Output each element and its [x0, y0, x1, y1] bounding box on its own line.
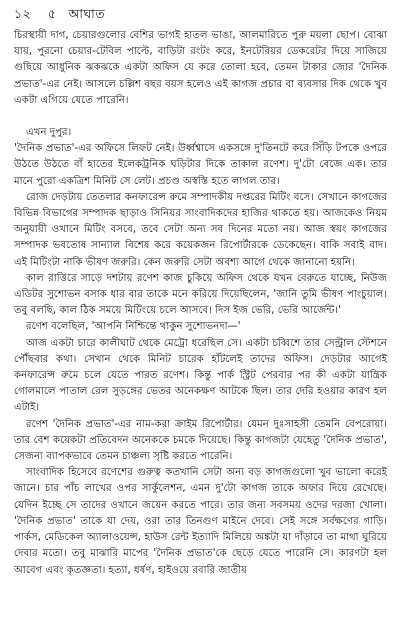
- paragraph: রোজ দেড়টায় তেতলার কনফারেন্স রুমে সম্পাদকীয় দপ্তরের মিটিং বসে। সেখানে কাগজের বিভিন্ন বিভাগের সম্পাদক ছাড়াও সিনিয়র সাংবাদিকদের হাজির থাকতে হয়। আজকেও নিয়ম অনুযায়ী ওখানে মিটিং বসবে, তবে সেটা অন্য সব দিনের মতো নয়। আজ স্বয়ং কাগজের সম্পাদক ভবতোষ সান্যাল বিশেষ করে কয়েকজন রিপোর্টারকে ডেকেছেন। বাকি সবাই বাদ। এই মিটিংটা নাকি ভীষণ জরুরি। কেন জরুরি সেটা অবশ্য আগে থেকে জানানো হয়নি।: [14, 191, 387, 268]
- chapter-title: আঘাত: [68, 6, 106, 21]
- paragraph: রণেশ বলেছিল, 'আপনি নিশ্চিন্তে থাকুন সুশোভনদা—': [26, 321, 241, 333]
- paragraph: এখন দুপুর।: [26, 127, 72, 139]
- paragraph: 'দৈনিক প্রভাত'-এর অফিসে লিফট নেই। উর্ধ্বশ্বাসে একসঙ্গে দু'তিনটে করে সিঁড়ি টপকে ওপরে উঠতে উঠতে বাঁ হাতের ইলেকট্রনিক ঘড়িটার দিকে তাকাল রণেশ। দু'টো বেজে এক। তার মানে পুরো একত্রিশ মিনিট সে লেট। প্রচণ্ড অস্বস্তি হতে লাগল তার।: [14, 143, 387, 187]
- running-header: [14, 6, 105, 26]
- page-number: ১২: [14, 6, 32, 21]
- paragraph: কাল রাত্তিরে সাড়ে দশটায় রণেশ কাজ চুকিয়ে অফিস থেকে যখন বেরুতে যাচ্ছে, নিউজ এডিটর সুশোভন বসাক ধার বার তাকে মনে করিয়ে দিয়েছিলেন, 'জানি তুমি ভীষণ পাংচুয়াল। তবু বলছি, কাল ঠিক সময়ে মিটিংয়ে চলে আসবে। দিস ইজ ভেরি, ভেরি আর্জেন্ট।': [14, 272, 387, 317]
- paragraph: আজ একটা চারে কালীঘাট থেকে মেট্রো ধরেছিল সে। একটা চব্বিশে তার সেন্ট্রাল স্টেশনে পৌঁছবার কথা। সেখান থেকে মিনিট চারেক হাঁটলেই তাদের অফিস। দেড়টার আগেই কনফারেন্স রুমে চলে যেতে পারত রণেশ। কিন্তু পার্ক স্ট্রিট পেরবার পর কী একটা যান্ত্রিক গোলমালে পাতাল রেল সুড়ঙ্গের ভেতর অনেকক্ষণ আটকে ছিল। তার দেরি হওয়ার কারণ হল এটাই।: [14, 337, 387, 414]
- paragraph: সাংবাদিক হিসেবে রণেশের গুরুত্ব কতখানি সেটা অন্য বড় কাগজগুলো খুব ভালো করেই জানে। চার পাঁচ লাখের ওপর সার্কুলেশন, এমন দু'টো কাগজ তাকে অফার দিয়ে রেখেছে। যেদিন ইচ্ছে সে তাদের ওখানে জয়েন করতে পারে। তার জন্য সবসময় ওদের দরজা খোলা। 'দৈনিক প্রভাত' তাকে যা দেয়, ওরা তার তিনগুণ মাইনে দেবে। সেই সঙ্গে সর্বক্ষণের গাড়ি। পার্কস, মেডিকেল অ্যালাওয়েন্স, হাউস রেন্ট ইত্যাদি মিলিয়ে অঙ্কটা যা দাঁড়াবে তা মাথা ঘুরিয়ে দেবার মতো। তবু মাঝারি মাপের 'দৈনিক প্রভাত'কে ছেড়ে যেতে পারেনি সে। কারণটা হল আবেগ এবং কৃতজ্ঞতা। হত্যা, ধর্ষণ, হাইওয়ে রবারি জাতীয়: [14, 467, 387, 576]
- paragraph: চিরস্থায়ী দাগ, চেয়ারগুলোর বেশির ভাগই হাতল ভাঙা, আলমারিতে পুরু ময়লা ছোপ। বোঝা যায়, পুরনো চেয়ার-টেবিল পাল্টে, বাড়িটা রংটং করে, ইনটেরিয়র ডেকরেটর দিয়ে সাজিয়ে গুছিয়ে আধুনিক ঝকঝকে একটা অফিস যে করে তোলা হবে, তেমন টাকার জোর 'দৈনিক প্রভাত'-এর নেই। আসলে চল্লিশ বছর বয়স হলেও এই কাগজ প্রচার বা ব্যবসার দিক থেকে খুব একটা এগিয়ে যেতে পারেনি।: [14, 30, 387, 106]
- page-body: [14, 28, 387, 579]
- chapter-number: ৫: [47, 6, 57, 21]
- paragraph: রণেশ 'দৈনিক প্রভাত'-এর নাম-করা ক্রাইম রিপোর্টার। যেমন দুঃসাহসী তেমনি বেপরোয়া। তার বেশ কয়েকটা প্রতিবেদন অনেককে চমকে দিয়েছে। কিন্তু কাগজটা যেহেতু 'দৈনিক প্রভাত', সেজন্য ব্যাপকভাবে তেমন চাঞ্চল্য সৃষ্টি করতে পারেনি।: [14, 418, 387, 463]
